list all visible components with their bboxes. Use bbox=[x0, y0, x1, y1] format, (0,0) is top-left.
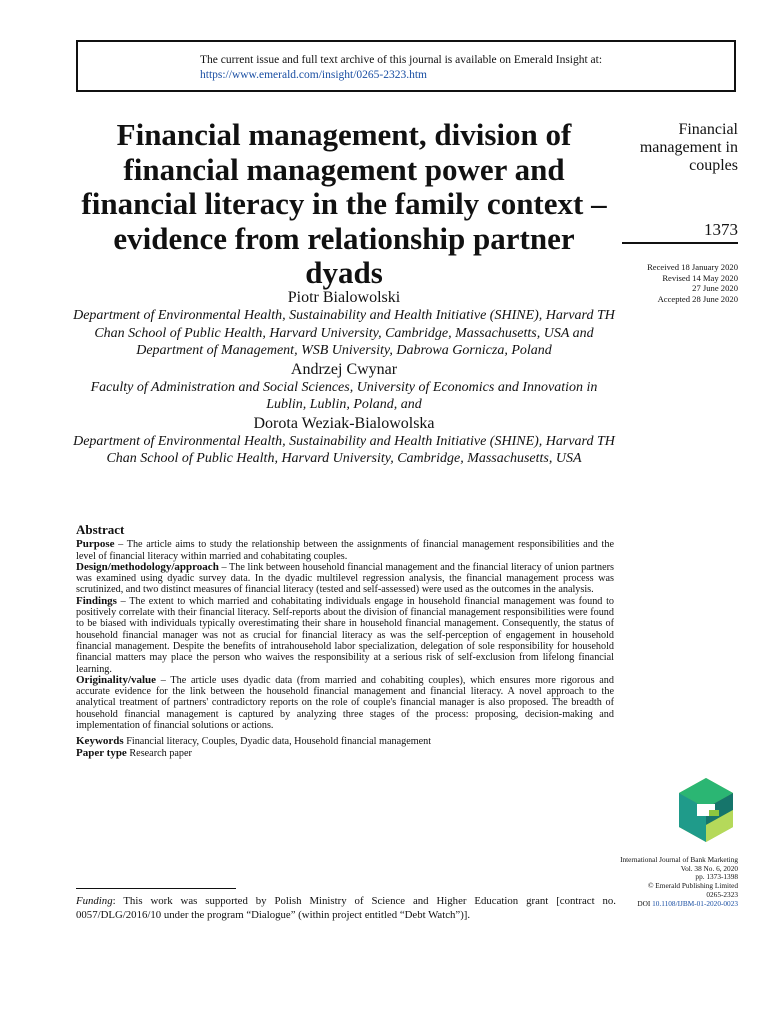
paper-type-text: Research paper bbox=[126, 747, 192, 759]
footnote-divider bbox=[76, 888, 236, 889]
journal-pages: pp. 1373-1398 bbox=[695, 872, 738, 882]
abstract-design bbox=[76, 562, 614, 596]
originality-text: – The article uses dyadic data (from married and cohabiting couples), which ensures more rigorous and accurate evidence for the link between the household financial management and financial literacy. A novel approach to the analytical treatment of partners' contradictory reports on the role of couple's financial manager is also proposed. The breadth of household financial management is captured by analyzing three stages of the process: proposing, decision-making and implementation of financial solutions or actions. bbox=[76, 674, 614, 732]
author-list bbox=[72, 288, 616, 468]
keywords-label: Keywords bbox=[76, 735, 124, 748]
paper-type bbox=[76, 748, 614, 759]
journal-issn: 0265-2323 bbox=[706, 889, 738, 899]
paper-type-label: Paper type bbox=[76, 746, 127, 759]
doi-label: DOI bbox=[637, 898, 651, 908]
author-name: Piotr Bialowolski bbox=[287, 289, 401, 306]
author-name: Andrzej Cwynar bbox=[290, 360, 398, 378]
journal-name: International Journal of Bank Marketing bbox=[620, 855, 738, 864]
findings-text: – The extent to which married and cohabitating individuals engage in household financial management was found to positively correlate with their financial literacy. Self-reports about the division of financial management responsibilities were found to be biased with individuals typically overestimating their share in household financial management. Consequently, the status of household financial manager was not as crucial for financial literacy as was the self-perception of engagement in household financial management. Despite the benefits of intrahousehold labor specialization, delegation of sole responsibility for household financial matters may place the person who waives the responsibility at a serious risk of self-exclusion from lifelong financial learning. bbox=[76, 595, 614, 675]
archive-notice-text: The current issue and full text archive of this journal is available on Emerald Insight at: bbox=[200, 54, 603, 66]
funding-note bbox=[76, 895, 616, 922]
author-affiliation: Department of Environmental Health, Sustainability and Health Initiative (SHINE), Harvard TH Chan School of Public Health, Harvard University, Cambridge, Massachusetts, USA bbox=[73, 433, 615, 466]
author-name: Dorota Weziak-Bialowolska bbox=[253, 414, 435, 432]
page-number: 1373 bbox=[704, 220, 738, 239]
running-title: Financial management in couples bbox=[639, 121, 738, 174]
keywords bbox=[76, 736, 614, 747]
keywords-text: Financial literacy, Couples, Dyadic data, Household financial management bbox=[123, 736, 432, 748]
findings-label: Findings bbox=[76, 594, 117, 607]
abstract-heading: Abstract bbox=[76, 522, 125, 537]
journal-info bbox=[618, 856, 738, 908]
funding-label: Funding bbox=[76, 895, 113, 907]
abstract-section bbox=[76, 524, 614, 759]
article-title: Financial management, division of financial management power and financial literacy in the family context – evidence from relationship partner dyads bbox=[81, 117, 607, 290]
journal-volume: Vol. 38 No. 6, 2020 bbox=[680, 863, 738, 873]
journal-doi-line bbox=[618, 900, 738, 909]
doi-link[interactable]: 10.1108/IJBM-01-2020-0023 bbox=[652, 898, 738, 908]
purpose-text: – The article aims to study the relationship between the assignments of financial management responsibilities and the level of financial literacy within married and cohabitating couples. bbox=[76, 539, 614, 562]
archive-notice-box bbox=[76, 40, 736, 92]
author-affiliation: Department of Environmental Health, Sustainability and Health Initiative (SHINE), Harvard TH Chan School of Public Health, Harvard University, Cambridge, Massachusetts, USA and Department of Management, WSB University, Dabrowa Gornicza, Poland bbox=[73, 308, 615, 358]
abstract-purpose bbox=[76, 539, 614, 562]
design-label: Design/methodology/approach bbox=[76, 560, 219, 573]
received-date: Received 18 January 2020 bbox=[647, 262, 738, 272]
revised-date-2: 27 June 2020 bbox=[692, 283, 738, 293]
journal-publisher: © Emerald Publishing Limited bbox=[647, 881, 738, 891]
design-text: – The link between household financial management and the financial literacy of union partners was examined using dyadic survey data. In the dyadic multilevel regression analysis, the financial management process was scrutinized, and two distinct measures of financial literacy (tested and self-assessed) were used as the outcomes in the analysis. bbox=[76, 561, 614, 596]
purpose-label: Purpose bbox=[76, 538, 115, 551]
revised-date: Revised 14 May 2020 bbox=[662, 272, 738, 283]
accepted-date: Accepted 28 June 2020 bbox=[657, 293, 738, 304]
funding-text: : This work was supported by Polish Ministry of Science and Higher Education grant [contract no. 0057/DLG/2016/10 under the program “Dialogue” (within project entitled “Debt Watch”)]. bbox=[76, 895, 616, 921]
originality-label: Originality/value bbox=[76, 673, 157, 686]
side-divider bbox=[622, 242, 738, 244]
journal-url-link[interactable]: https://www.emerald.com/insight/0265-2323.htm bbox=[200, 69, 427, 81]
article-dates bbox=[647, 262, 738, 304]
abstract-findings bbox=[76, 596, 614, 675]
author-affiliation: Faculty of Administration and Social Sciences, University of Economics and Innovation in Lublin, Lublin, Poland, and bbox=[90, 379, 598, 412]
abstract-originality bbox=[76, 675, 614, 731]
crossmark-logo-icon[interactable] bbox=[676, 776, 736, 844]
